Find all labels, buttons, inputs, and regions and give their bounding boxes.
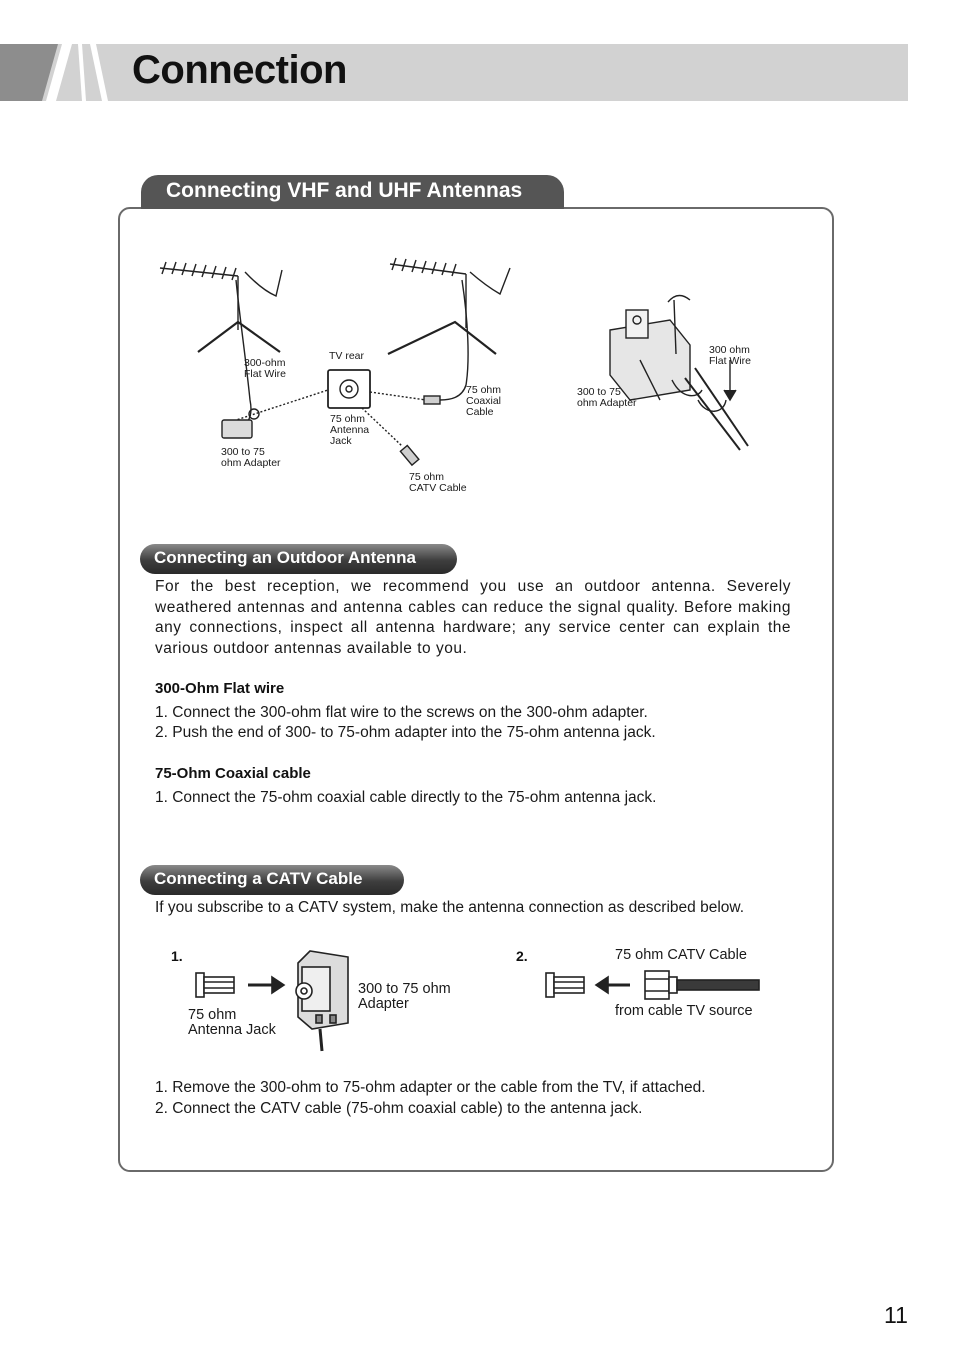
catv-step-1: 1. Remove the 300-ohm to 75-ohm adapter or the cable from the TV, if attached. xyxy=(155,1079,706,1096)
section-title: Connecting VHF and UHF Antennas xyxy=(141,175,564,209)
label-catv-antenna-jack: 75 ohm Antenna Jack xyxy=(188,1007,276,1038)
outdoor-intro-paragraph: For the best reception, we recommend you use an outdoor antenna. Severely weathered antennas and antenna cables can reduce the signal quality. Before making any connections, inspect all antenna hardware; any service center can explain the various outdoor antennas available to you. xyxy=(155,578,791,657)
coaxial-heading: 75-Ohm Coaxial cable xyxy=(155,765,311,782)
label-catv-adapter: 300 to 75 ohm Adapter xyxy=(358,981,451,1012)
label-coaxial-cable: 75 ohm Coaxial Cable xyxy=(466,384,502,418)
page-title: Connection xyxy=(132,48,347,92)
label-adapter-right: 300 to 75 ohm Adapter xyxy=(577,386,637,409)
catv-step-2: 2. Connect the CATV cable (75-ohm coaxial cable) to the antenna jack. xyxy=(155,1100,643,1117)
label-cable-tv-source: from cable TV source xyxy=(615,1003,753,1019)
label-antenna-jack: 75 ohm Antenna Jack xyxy=(330,413,370,447)
label-catv-cable: 75 ohm CATV Cable xyxy=(615,947,747,963)
label-catv-cable: 75 ohm CATV Cable xyxy=(409,471,467,494)
flat-wire-step-1: 1. Connect the 300-ohm flat wire to the screws on the 300-ohm adapter. xyxy=(155,704,648,721)
label-adapter-left: 300 to 75 ohm Adapter xyxy=(221,446,281,469)
catv-heading: Connecting a CATV Cable xyxy=(140,865,404,895)
header-stripes-decoration xyxy=(0,44,120,101)
catv-step-1-marker: 1. xyxy=(171,948,183,964)
catv-cable-plug xyxy=(643,967,763,1007)
catv-step-2-marker: 2. xyxy=(516,948,528,964)
label-flat-wire-right: 300 ohm Flat Wire xyxy=(709,344,751,367)
antenna-connection-diagram xyxy=(150,250,770,510)
catv-intro: If you subscribe to a CATV system, make the antenna connection as described below. xyxy=(155,899,745,916)
flat-wire-heading: 300-Ohm Flat wire xyxy=(155,680,285,697)
outdoor-antenna-heading: Connecting an Outdoor Antenna xyxy=(140,544,457,574)
page-number: 11 xyxy=(884,1302,908,1328)
label-tv-rear: TV rear xyxy=(329,350,365,362)
label-flat-wire-left: 300-ohm Flat Wire xyxy=(244,357,286,380)
flat-wire-step-2: 2. Push the end of 300- to 75-ohm adapter into the 75-ohm antenna jack. xyxy=(155,724,656,741)
coaxial-step-1: 1. Connect the 75-ohm coaxial cable directly to the 75-ohm antenna jack. xyxy=(155,789,657,806)
